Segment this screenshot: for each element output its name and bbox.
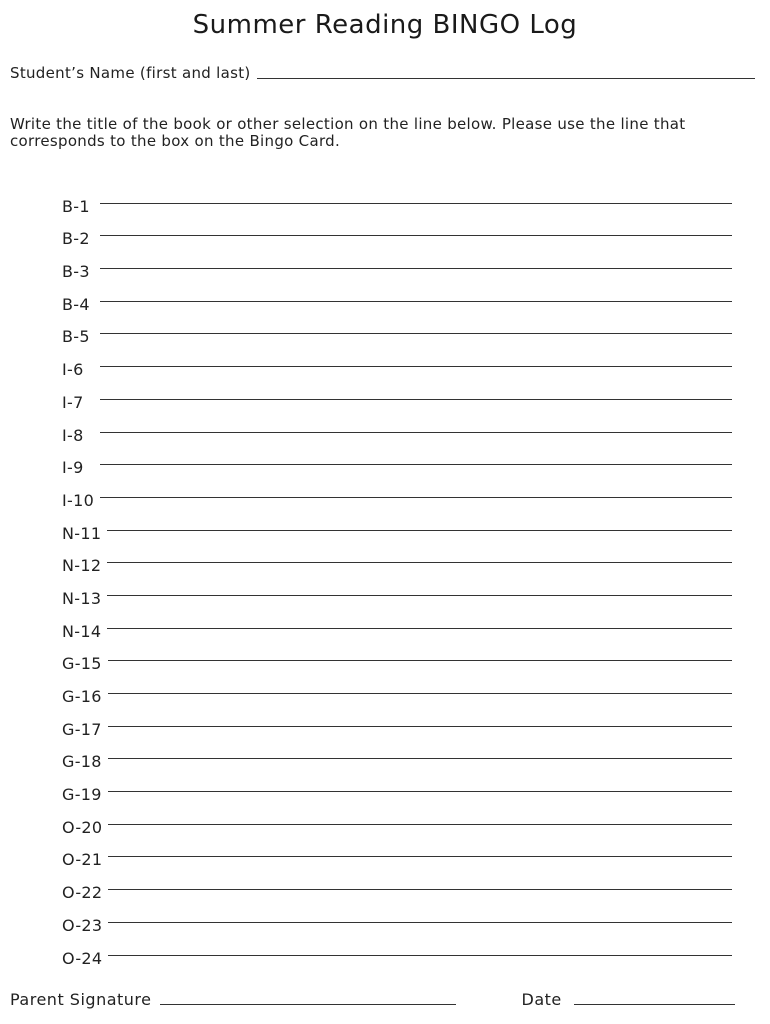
entry-title-field[interactable] (100, 234, 732, 236)
entry-title-field[interactable] (107, 529, 732, 531)
entry-row (62, 804, 732, 837)
entry-title-field[interactable] (108, 823, 732, 825)
entry-title-field[interactable] (107, 561, 732, 563)
entry-title-field[interactable] (108, 757, 732, 759)
instructions-text: Write the title of the book or other selection on the line below. Please use the line that corresponds to the box on the Bingo Card. (10, 115, 686, 150)
page-title: Summer Reading BINGO Log (192, 10, 578, 40)
entry-title-field[interactable] (100, 365, 732, 367)
entry-row (62, 314, 732, 347)
entry-title-field[interactable] (108, 659, 732, 661)
entry-row (62, 346, 732, 379)
entry-row (62, 412, 732, 445)
entry-title-field[interactable] (107, 627, 732, 629)
student-name-label: Student’s Name (first and last) (10, 64, 251, 82)
entry-code-label: B-5 (62, 327, 90, 347)
entry-row (62, 902, 732, 935)
entry-row (62, 869, 732, 902)
entry-code-label: I-6 (62, 360, 84, 380)
entry-code-label: O-22 (62, 883, 103, 903)
entry-row (62, 477, 732, 510)
entry-title-field[interactable] (108, 954, 732, 956)
entry-list (62, 183, 732, 968)
entry-code-label: G-16 (62, 687, 102, 706)
entry-row (62, 543, 732, 576)
entry-code-label: G-17 (62, 719, 102, 739)
entry-title-field[interactable] (108, 921, 732, 923)
entry-title-field[interactable] (107, 594, 732, 596)
entry-title-field[interactable] (100, 202, 732, 204)
entry-code-label: O-21 (62, 850, 103, 870)
entry-row (62, 575, 732, 608)
student-name-row (10, 64, 755, 82)
entry-code-label: N-11 (62, 523, 102, 543)
entry-code-label: N-14 (62, 621, 102, 641)
entry-code-label: G-19 (62, 785, 102, 805)
entry-title-field[interactable] (108, 692, 732, 694)
entry-code-label: B-4 (62, 294, 90, 314)
entry-row (62, 183, 732, 216)
entry-row (62, 641, 732, 674)
entry-title-field[interactable] (100, 300, 732, 302)
entry-code-label: G-15 (62, 654, 102, 674)
entry-code-label: I-9 (62, 458, 84, 478)
entry-title-field[interactable] (100, 431, 732, 433)
entry-code-label: N-12 (62, 556, 102, 576)
entry-code-label: I-7 (62, 392, 84, 412)
entry-code-label: I-8 (62, 425, 84, 445)
date-field[interactable] (574, 990, 735, 1005)
entry-title-field[interactable] (100, 267, 732, 269)
entry-code-label: O-24 (62, 948, 103, 968)
entry-code-label: O-23 (62, 915, 103, 935)
entry-row (62, 248, 732, 281)
entry-code-label: N-13 (62, 588, 102, 608)
entry-row (62, 608, 732, 641)
entry-title-field[interactable] (108, 790, 732, 792)
entry-code-label: B-1 (62, 196, 90, 216)
entry-row (62, 771, 732, 804)
student-name-field[interactable] (257, 64, 755, 79)
footer (10, 990, 735, 1009)
entry-title-field[interactable] (108, 855, 732, 857)
entry-title-field[interactable] (108, 888, 732, 890)
entry-title-field[interactable] (108, 725, 732, 727)
entry-row (62, 281, 732, 314)
entry-row (62, 706, 732, 739)
entry-title-field[interactable] (100, 463, 732, 465)
entry-row (62, 673, 732, 706)
entry-title-field[interactable] (100, 398, 732, 400)
date-label: Date (521, 990, 562, 1009)
entry-row (62, 379, 732, 412)
entry-row (62, 739, 732, 772)
entry-row (62, 510, 732, 543)
entry-title-field[interactable] (100, 496, 732, 498)
entry-code-label: B-2 (62, 229, 90, 249)
entry-code-label: O-20 (62, 817, 103, 837)
entry-row (62, 935, 732, 968)
parent-signature-label: Parent Signature (10, 990, 152, 1009)
entry-title-field[interactable] (100, 332, 732, 334)
entry-code-label: I-10 (62, 490, 95, 510)
entry-row (62, 837, 732, 870)
entry-code-label: B-3 (62, 262, 90, 282)
entry-code-label: G-18 (62, 752, 102, 772)
entry-row (62, 445, 732, 478)
entry-row (62, 216, 732, 249)
parent-signature-field[interactable] (160, 990, 456, 1005)
